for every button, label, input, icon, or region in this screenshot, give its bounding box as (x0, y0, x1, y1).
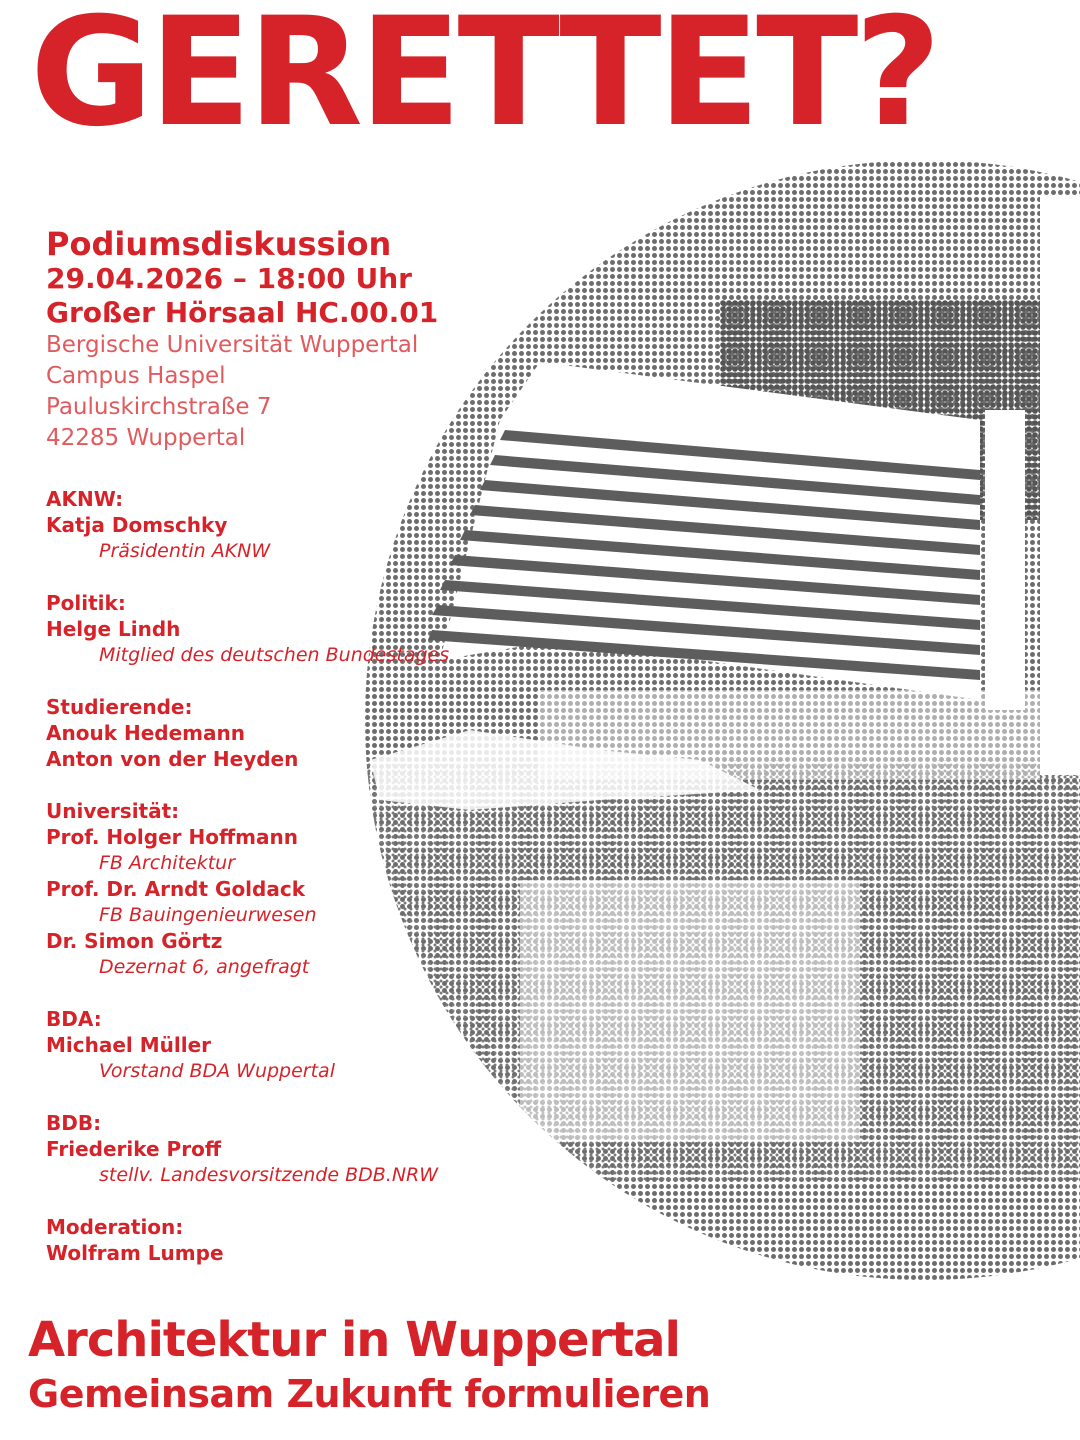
panel-group-aknw (46, 486, 449, 564)
event-info (46, 226, 438, 454)
participant-role: stellv. Landesvorsitzende BDB.NRW (99, 1164, 439, 1186)
footer-line-2: Gemeinsam Zukunft formulieren (28, 1372, 711, 1416)
footer-line-1: Architektur in Wuppertal (28, 1312, 681, 1368)
participant-name: Prof. Dr. Arndt Goldack (46, 877, 306, 901)
event-type: Podiumsdiskussion (46, 225, 392, 263)
address-line: 42285 Wuppertal (46, 425, 246, 451)
participant-role: Vorstand BDA Wuppertal (99, 1060, 335, 1082)
group-label: BDA: (46, 1007, 102, 1031)
participant-role: Mitglied des deutschen Bundestages (99, 644, 450, 666)
headline: GERETTET? (30, 0, 938, 160)
participant-role: FB Bauingenieurwesen (99, 904, 317, 926)
address-line: Bergische Universität Wuppertal (46, 332, 419, 358)
participant-role: Präsidentin AKNW (99, 540, 271, 562)
panel-group-politik (46, 590, 449, 668)
panel-group-bda (46, 1006, 449, 1084)
participant-name: Wolfram Lumpe (46, 1241, 224, 1265)
panel-group-bdb (46, 1110, 449, 1188)
participant-name: Dr. Simon Görtz (46, 929, 223, 953)
event-room: Großer Hörsaal HC.00.01 (46, 296, 439, 329)
event-datetime: 29.04.2026 – 18:00 Uhr (46, 262, 412, 295)
group-label: Moderation: (46, 1215, 184, 1239)
group-label: Universität: (46, 799, 180, 823)
group-label: BDB: (46, 1111, 102, 1135)
participant-name: Anouk Hedemann (46, 721, 245, 745)
group-label: Politik: (46, 591, 126, 615)
participant-name: Friederike Proff (46, 1137, 222, 1161)
panel-list (46, 486, 449, 1292)
address-line: Campus Haspel (46, 363, 226, 389)
footer-title (28, 1312, 710, 1420)
group-label: AKNW: (46, 487, 124, 511)
participant-name: Katja Domschky (46, 513, 228, 537)
participant-role: FB Architektur (99, 852, 236, 874)
group-label: Studierende: (46, 695, 193, 719)
address-line: Pauluskirchstraße 7 (46, 394, 272, 420)
participant-name: Prof. Holger Hoffmann (46, 825, 298, 849)
participant-role: Dezernat 6, angefragt (99, 956, 310, 978)
participant-name: Michael Müller (46, 1033, 212, 1057)
participant-name: Anton von der Heyden (46, 747, 299, 771)
panel-group-moderation (46, 1214, 449, 1266)
panel-group-universitaet (46, 798, 449, 980)
panel-group-studierende (46, 694, 449, 772)
participant-name: Helge Lindh (46, 617, 181, 641)
